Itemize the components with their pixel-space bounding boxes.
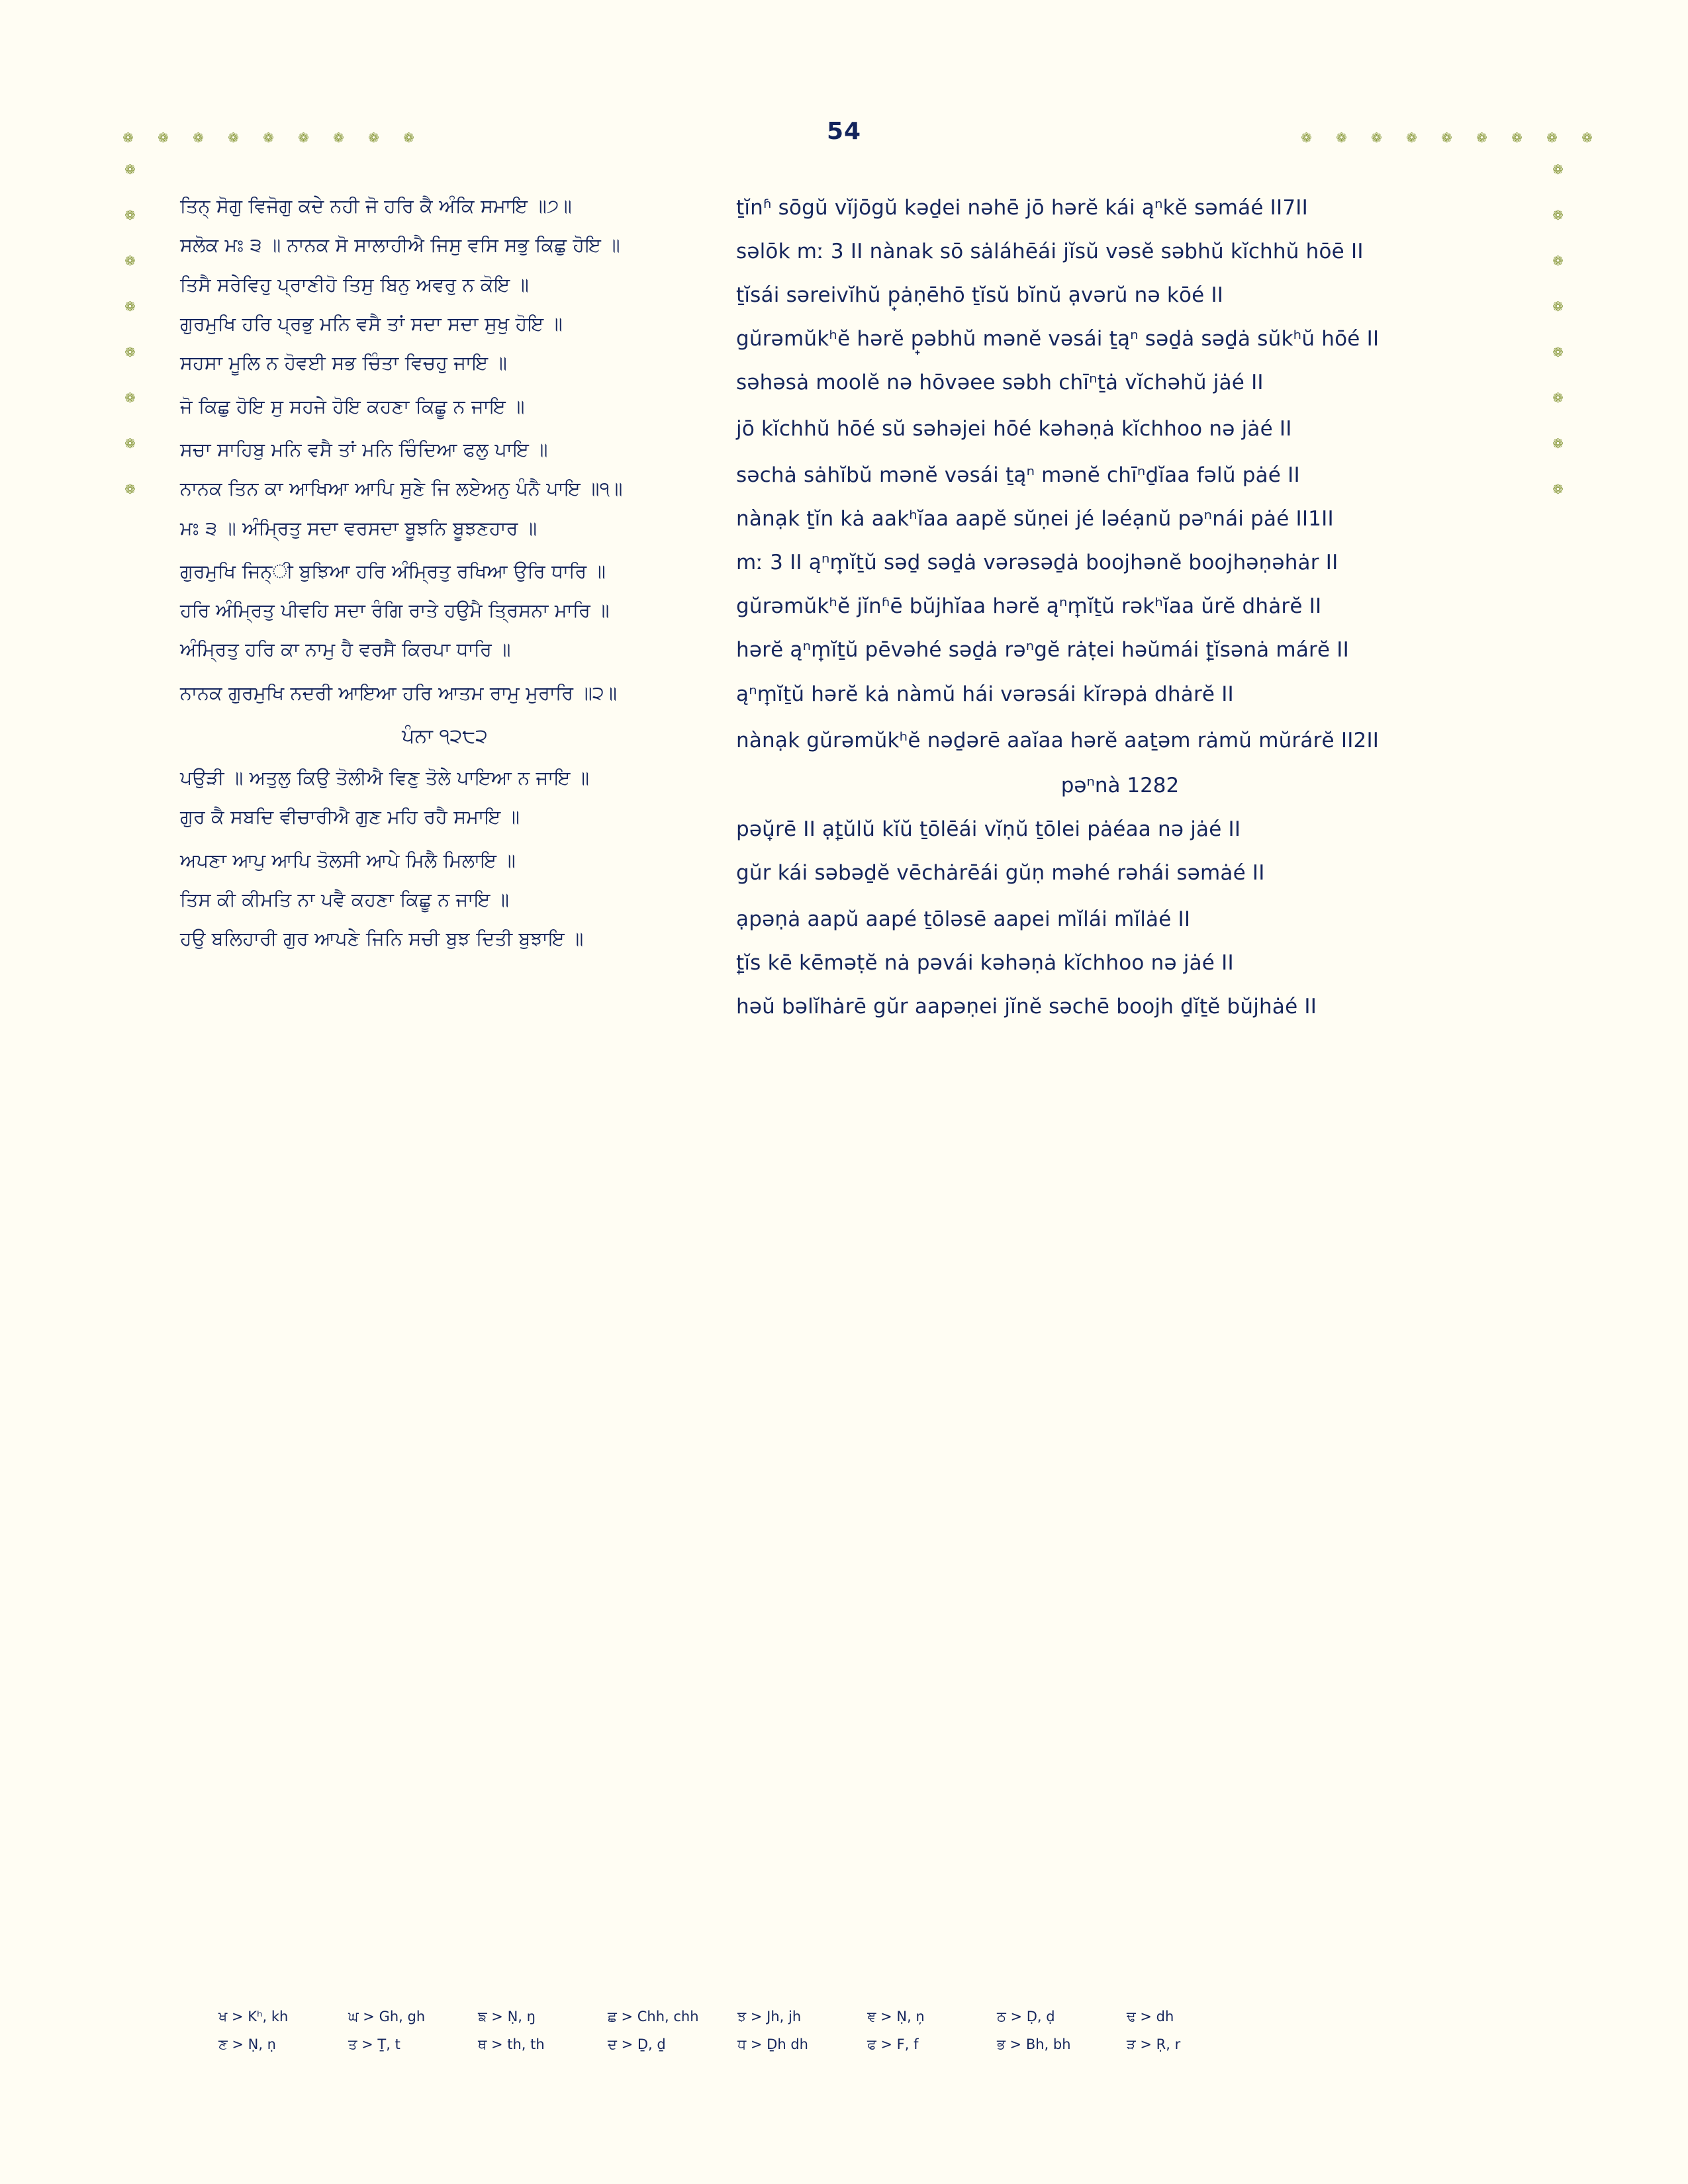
legend-item: ਦ > Ḏ, ḏ (608, 2036, 666, 2052)
floret-icon: ❁ (263, 130, 274, 146)
transliteration-line: jō kĭchhŭ hōé sŭ səhəjei hōé kəhəṇȧ kĭchhoo nə jȧé II (736, 417, 1292, 441)
transliteration-line: nànạk gŭrəmŭkʰĕ nəḏərē aaĭaa hərĕ aaṯəm rȧmŭ mŭrárĕ II2II (736, 728, 1380, 752)
legend-item: ਝ > Jh, jh (737, 2009, 802, 2025)
floret-icon: ❁ (1552, 481, 1564, 497)
floret-icon: ❁ (122, 130, 134, 146)
scripture-line: ਤਿਸ ਕੀ ਕੀਮਤਿ ਨਾ ਪਵੈ ਕਹਣਾ ਕਿਛੂ ਨ ਜਾਇ ॥ (180, 889, 510, 911)
scripture-line: ਹਉ ਬਲਿਹਾਰੀ ਗੁਰ ਆਪਣੇ ਜਿਨਿ ਸਚੀ ਬੁਝ ਦਿਤੀ ਬੁਝਾਇ ॥ (180, 928, 584, 950)
transliteration-line: pəŭ̟rē II ạṯ̟ŭlŭ kĭŭ ṯōlēái vĭṇŭ ṯōlei pȧéaa nə jȧé II (736, 817, 1241, 841)
scripture-line: ਮਃ ੩ ॥ ਅੰਮ੍ਰਿਤੁ ਸਦਾ ਵਰਸਦਾ ਬੂਝਨਿ ਬੂਝਣਹਾਰ ॥ (180, 517, 538, 539)
legend-row (218, 2009, 1476, 2025)
decorative-border-left (124, 161, 136, 497)
legend-item: ਘ > Gh, gh (348, 2009, 426, 2025)
scripture-line: ਨਾਨਕ ਤਿਨ ਕਾ ਆਖਿਆ ਆਪਿ ਸੁਣੇ ਜਿ ਲਏਅਨੁ ਪੰਨੈ ਪਾਇ ॥੧॥ (180, 478, 623, 500)
legend-item: ੜ > Ṛ, r (1127, 2036, 1181, 2052)
transliteration-line: gŭr kái səbəḏĕ vēchȧrēái gŭṇ məhé rəhái səmȧé II (736, 860, 1265, 885)
floret-icon: ❁ (1336, 130, 1347, 146)
transliteration-line: səchȧ sȧhĭbŭ mənĕ vəsái ṯąⁿ mənĕ chīⁿḏĭaa fəlŭ pȧé II (736, 463, 1300, 488)
floret-icon: ❁ (1476, 130, 1487, 146)
transliteration-line: ṯĭnʱ sōgŭ vĭjōgŭ kəḏei nəhē jō hərĕ kái ąⁿkĕ səmáé II7II (736, 196, 1308, 220)
legend-item: ਢ > dh (1127, 2009, 1174, 2025)
scripture-line: ਗੁਰ ਕੈ ਸਬਦਿ ਵੀਚਾਰੀਐ ਗੁਣ ਮਹਿ ਰਹੈ ਸਮਾਇ ॥ (180, 806, 520, 829)
floret-icon: ❁ (124, 481, 136, 497)
legend-item: ਫ > F, f (867, 2036, 919, 2052)
transliteration-line: ṯĭsái səreivĭhŭ p̟ȧṇēhō ṯĭsŭ bĭnŭ ạvərŭ nə kōé II (736, 283, 1224, 308)
legend-row (218, 2036, 1476, 2053)
floret-icon: ❁ (193, 130, 204, 146)
transliteration-line: səlōk mː 3 II nànak sō sȧláhēái jĭsŭ vəsĕ səbhŭ kĭchhŭ hōē II (736, 240, 1364, 264)
floret-icon: ❁ (1552, 390, 1564, 406)
text-columns (180, 192, 1504, 1034)
legend-item: ਧ > Ḏh dh (737, 2036, 808, 2052)
legend-item: ਣ > Ṇ, ṇ (218, 2036, 276, 2052)
transliteration-line: ṯ̟ĭs kē kēməṭĕ nȧ pəvái kəhəṇȧ kĭchhoo nə jȧé II (736, 950, 1234, 975)
legend-item: ਞ > Ṇ, ņ (867, 2009, 925, 2025)
floret-icon: ❁ (298, 130, 309, 146)
floret-icon: ❁ (1552, 298, 1564, 314)
legend-item: ਤ > Ṯ, t (348, 2036, 400, 2052)
floret-icon: ❁ (368, 130, 379, 146)
floret-icon: ❁ (1581, 130, 1593, 146)
scripture-line: ਸਚਾ ਸਾਹਿਬੁ ਮਨਿ ਵਸੈ ਤਾਂ ਮਨਿ ਚਿੰਦਿਆ ਫਲੁ ਪਾਇ ॥ (180, 438, 548, 461)
scripture-line: ਅਪਣਾ ਆਪੁ ਆਪਿ ਤੋਲਸੀ ਆਪੇ ਮਿਲੈ ਮਿਲਾਇ ॥ (180, 849, 516, 872)
floret-icon: ❁ (124, 161, 136, 177)
decorative-border-top-left (122, 132, 414, 144)
scripture-line: ਗੁਰਮੁਖਿ ਹਰਿ ਪ੍ਰਭੁ ਮਨਿ ਵਸੈ ਤਾਂ ਸਦਾ ਸਦਾ ਸੁਖੁ ਹੋਇ ॥ (180, 312, 563, 335)
floret-icon: ❁ (228, 130, 239, 146)
scripture-line: ਤਿਨ੍ ਸੋਗੁ ਵਿਜੋਗੁ ਕਦੇ ਨਹੀ ਜੋ ਹਰਿ ਕੈ ਅੰਕਿ ਸਮਾਇ ॥੭॥ (180, 195, 572, 217)
legend-item: ਠ > Ḍ, ḍ (997, 2009, 1055, 2025)
scripture-line: ਤਿਸੈ ਸਰੇਵਿਹੁ ਪ੍ਰਾਣੀਹੋ ਤਿਸੁ ਬਿਨੁ ਅਵਰੁ ਨ ਕੋਇ ॥ (180, 273, 530, 296)
floret-icon: ❁ (124, 344, 136, 360)
floret-icon: ❁ (1552, 207, 1564, 223)
scripture-line: ਗੁਰਮੁਖਿ ਜਿਨ੍ੀ ਬੁਝਿਆ ਹਰਿ ਅੰਮ੍ਰਿਤੁ ਰਖਿਆ ਉਰਿ ਧਾਰਿ ॥ (180, 560, 606, 582)
floret-icon: ❁ (1552, 161, 1564, 177)
scripture-line: ਸਲੋਕ ਮਃ ੩ ॥ ਨਾਨਕ ਸੋ ਸਾਲਾਹੀਐ ਜਿਸੁ ਵਸਿ ਸਭੁ ਕਿਛੁ ਹੋਇ ॥ (180, 234, 620, 257)
floret-icon: ❁ (403, 130, 414, 146)
decorative-border-right (1552, 161, 1564, 497)
floret-icon: ❁ (1546, 130, 1558, 146)
floret-icon: ❁ (1511, 130, 1523, 146)
transliteration-line: ạpəṇȧ aapŭ aapé ṯōləsē aapei mĭlái mĭlȧé II (736, 907, 1191, 931)
transliteration-line: mː 3 II ąⁿm̟ĭṯŭ səḏ səḏȧ vərəsəḏȧ boojhənĕ boojhəṇəhȧr II (736, 551, 1338, 575)
floret-icon: ❁ (1406, 130, 1417, 146)
floret-icon: ❁ (158, 130, 169, 146)
legend-item: ਖ > Kʰ, kh (218, 2009, 289, 2025)
floret-icon: ❁ (1552, 253, 1564, 269)
scripture-line: ਅੰਮ੍ਰਿਤੁ ਹਰਿ ਕਾ ਨਾਮੁ ਹੈ ਵਰਸੈ ਕਿਰਪਾ ਧਾਰਿ ॥ (180, 639, 511, 661)
floret-icon: ❁ (124, 435, 136, 451)
page-number: 54 (826, 118, 862, 145)
transliteration-column (729, 192, 1504, 1034)
legend-item: ਛ > Chh, chh (608, 2009, 699, 2025)
transliteration-line: nànạk ṯĭn kȧ aakʰĭaa aapĕ sŭṇei jé ləéạnŭ pəⁿnái pȧé II1II (736, 507, 1334, 531)
legend-item: ਙ > Ṇ, ŋ (478, 2009, 536, 2025)
transliteration-line: hərĕ ąⁿm̟ĭṯŭ pēvəhé səḏȧ rəⁿgĕ rȧṭei həŭmái ṯ̟ĭsənȧ márĕ II (736, 638, 1349, 662)
floret-icon: ❁ (124, 207, 136, 223)
floret-icon: ❁ (1301, 130, 1312, 146)
floret-icon: ❁ (1371, 130, 1382, 146)
transliteration-line: həŭ bəlĭhȧrē gŭr aapəṇei jĭnĕ səchē boojh ḏĭṯĕ bŭjhȧé II (736, 994, 1317, 1019)
floret-icon: ❁ (1441, 130, 1452, 146)
legend-item: ਥ > th, th (478, 2036, 545, 2052)
transliteration-line: gŭrəmŭkʰĕ jĭnʱē bŭjhĭaa hərĕ ąⁿm̟ĭṯŭ rəkʰĭaa ŭrĕ dhȧrĕ II (736, 594, 1322, 619)
floret-icon: ❁ (1552, 435, 1564, 451)
ang-marker-gurmukhi: ਪੰਨਾ ੧੨੮੨ (402, 725, 488, 749)
pronunciation-legend (218, 2009, 1476, 2064)
scripture-line: ਹਰਿ ਅੰਮ੍ਰਿਤੁ ਪੀਵਹਿ ਸਦਾ ਰੰਗਿ ਰਾਤੇ ਹਉਮੈ ਤ੍ਰਿਸਨਾ ਮਾਰਿ ॥ (180, 600, 610, 622)
legend-item: ਭ > Bh, bh (997, 2036, 1071, 2052)
floret-icon: ❁ (124, 390, 136, 406)
scripture-line: ਨਾਨਕ ਗੁਰਮੁਖਿ ਨਦਰੀ ਆਇਆ ਹਰਿ ਆਤਮ ਰਾਮੁ ਮੁਰਾਰਿ ॥੨॥ (180, 682, 618, 704)
floret-icon: ❁ (124, 253, 136, 269)
floret-icon: ❁ (124, 298, 136, 314)
floret-icon: ❁ (1552, 344, 1564, 360)
floret-icon: ❁ (333, 130, 344, 146)
transliteration-line: sǝhəsȧ moolĕ nə hōvəee səbh chīⁿṯȧ vĭchəhŭ jȧé II (736, 371, 1264, 395)
decorative-border-top-right (1301, 132, 1593, 144)
gurmukhi-column (180, 192, 729, 1034)
scripture-line: ਪਉੜੀ ॥ ਅਤੁਲੁ ਕਿਉ ਤੋਲੀਐ ਵਿਣੁ ਤੋਲੇ ਪਾਇਆ ਨ ਜਾਇ ॥ (180, 767, 590, 790)
ang-marker-transliteration: pəⁿnà 1282 (1060, 773, 1180, 797)
transliteration-line: gŭrəmŭkʰĕ hərĕ p̟əbhŭ mənĕ vəsái ṯąⁿ səḏȧ səḏȧ sŭkʰŭ hōé II (736, 327, 1380, 351)
scripture-line: ਜੋ ਕਿਛੁ ਹੋਇ ਸੁ ਸਹਜੇ ਹੋਇ ਕਹਣਾ ਕਿਛੂ ਨ ਜਾਇ ॥ (180, 395, 525, 418)
scripture-line: ਸਹਸਾ ਮੂਲਿ ਨ ਹੋਵਈ ਸਭ ਚਿੰਤਾ ਵਿਚਹੁ ਜਾਇ ॥ (180, 352, 507, 375)
transliteration-line: ąⁿm̟ĭṯŭ hərĕ kȧ nàmŭ hái vərəsái kĭrəpȧ dhȧrĕ II (736, 682, 1234, 706)
